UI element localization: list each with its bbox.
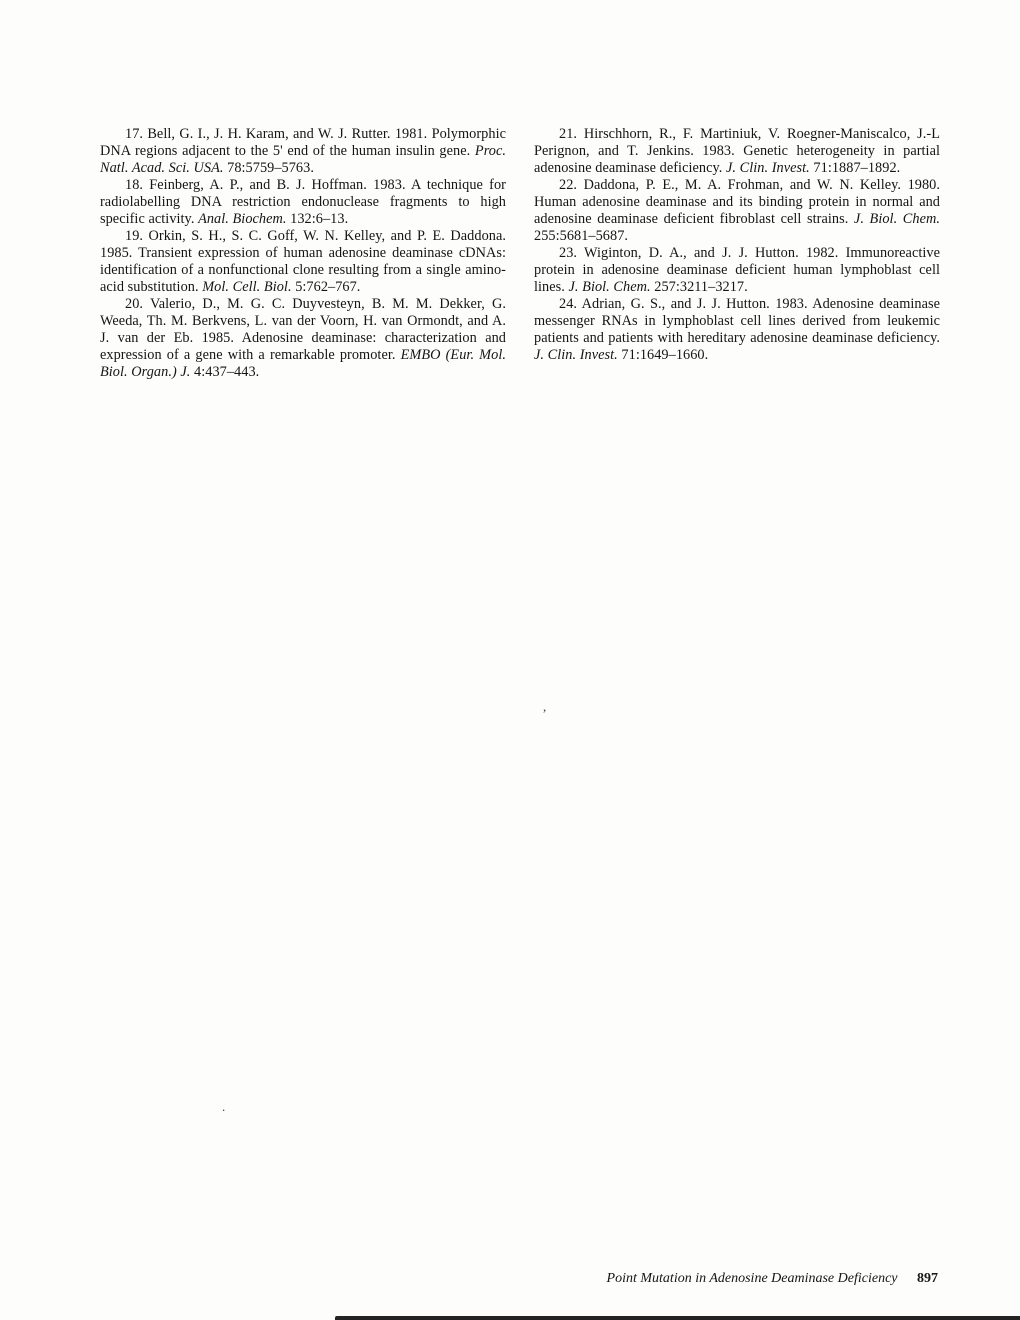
journal-name: J. Clin. Invest. [726, 160, 810, 176]
reference-text: 78:5759–5763. [223, 160, 314, 176]
reference-24 [534, 296, 940, 364]
journal-name: Anal. Biochem. [198, 211, 287, 227]
scan-edge-artifact [335, 1316, 1020, 1320]
journal-name: EMBO (Eur. Mol. Biol. Organ.) J. [100, 347, 506, 380]
reference-text: 71:1887–1892. [809, 160, 901, 176]
reference-text: 4:437–443. [190, 364, 260, 380]
reference-text: 17. Bell, G. I., J. H. Karam, and W. J. Rutter. 1981. Polymorphic DNA regions adjacent to the 5' end of the human insulin gene. [100, 126, 506, 159]
reference-19 [100, 228, 506, 296]
scan-artifact: , [543, 699, 547, 714]
reference-text: 257:3211–3217. [650, 279, 748, 295]
reference-20 [100, 296, 506, 381]
reference-text: 22. Daddona, P. E., M. A. Frohman, and W. N. Kelley. 1980. Human adenosine deaminase and its binding protein in normal and adenosine deaminase deficient fibroblast cell strains. [534, 177, 940, 227]
reference-text: 19. Orkin, S. H., S. C. Goff, W. N. Kelley, and P. E. Daddona. 1985. Transient expression of human adenosine deaminase cDNAs: identification of a nonfunctional clone resulting from a single amino-acid substitution. [100, 228, 506, 295]
reference-text: 5:762–767. [291, 279, 361, 295]
journal-name: J. Biol. Chem. [568, 279, 651, 295]
reference-17 [100, 126, 506, 177]
journal-name: Proc. Natl. Acad. Sci. USA. [100, 143, 506, 176]
reference-22 [534, 177, 940, 245]
reference-text: 132:6–13. [286, 211, 349, 227]
page-footer [607, 1271, 938, 1287]
running-title: Point Mutation in Adenosine Deaminase Deficiency [606, 1271, 898, 1286]
reference-23 [534, 245, 940, 296]
reference-text: 20. Valerio, D., M. G. C. Duyvesteyn, B. M. M. Dekker, G. Weeda, Th. M. Berkvens, L. van der Voorn, H. van Ormondt, and A. J. van der Eb. 1985. Adenosine deaminase: characterization and expression of a gene with a remarkable promoter. [100, 296, 506, 363]
reference-text: 24. Adrian, G. S., and J. J. Hutton. 1983. Adenosine deaminase messenger RNAs in lymphoblast cell lines derived from leukemic patients and patients with hereditary adenosine deaminase deficiency. [534, 296, 940, 346]
references-section [100, 126, 940, 381]
journal-name: J. Clin. Invest. [534, 347, 618, 363]
journal-name: J. Biol. Chem. [853, 211, 940, 227]
references-column-left [100, 126, 506, 381]
scan-artifact: . [222, 1099, 226, 1114]
reference-18 [100, 177, 506, 228]
references-column-right [534, 126, 940, 381]
reference-21 [534, 126, 940, 177]
reference-text: 71:1649–1660. [617, 347, 709, 363]
reference-text: 21. Hirschhorn, R., F. Martiniuk, V. Roegner-Maniscalco, J.-L Perignon, and T. Jenkins. 1983. Genetic heterogeneity in partial adenosine deaminase deficiency. [534, 126, 940, 176]
reference-text: 255:5681–5687. [534, 228, 629, 244]
reference-text: 23. Wiginton, D. A., and J. J. Hutton. 1982. Immunoreactive protein in adenosine deaminase deficient human lymphoblast cell lines. [534, 245, 940, 295]
journal-name: Mol. Cell. Biol. [202, 279, 292, 295]
reference-text: 18. Feinberg, A. P., and B. J. Hoffman. 1983. A technique for radiolabelling DNA restriction endonuclease fragments to high specific activity. [100, 177, 506, 227]
page-number: 897 [917, 1271, 938, 1286]
